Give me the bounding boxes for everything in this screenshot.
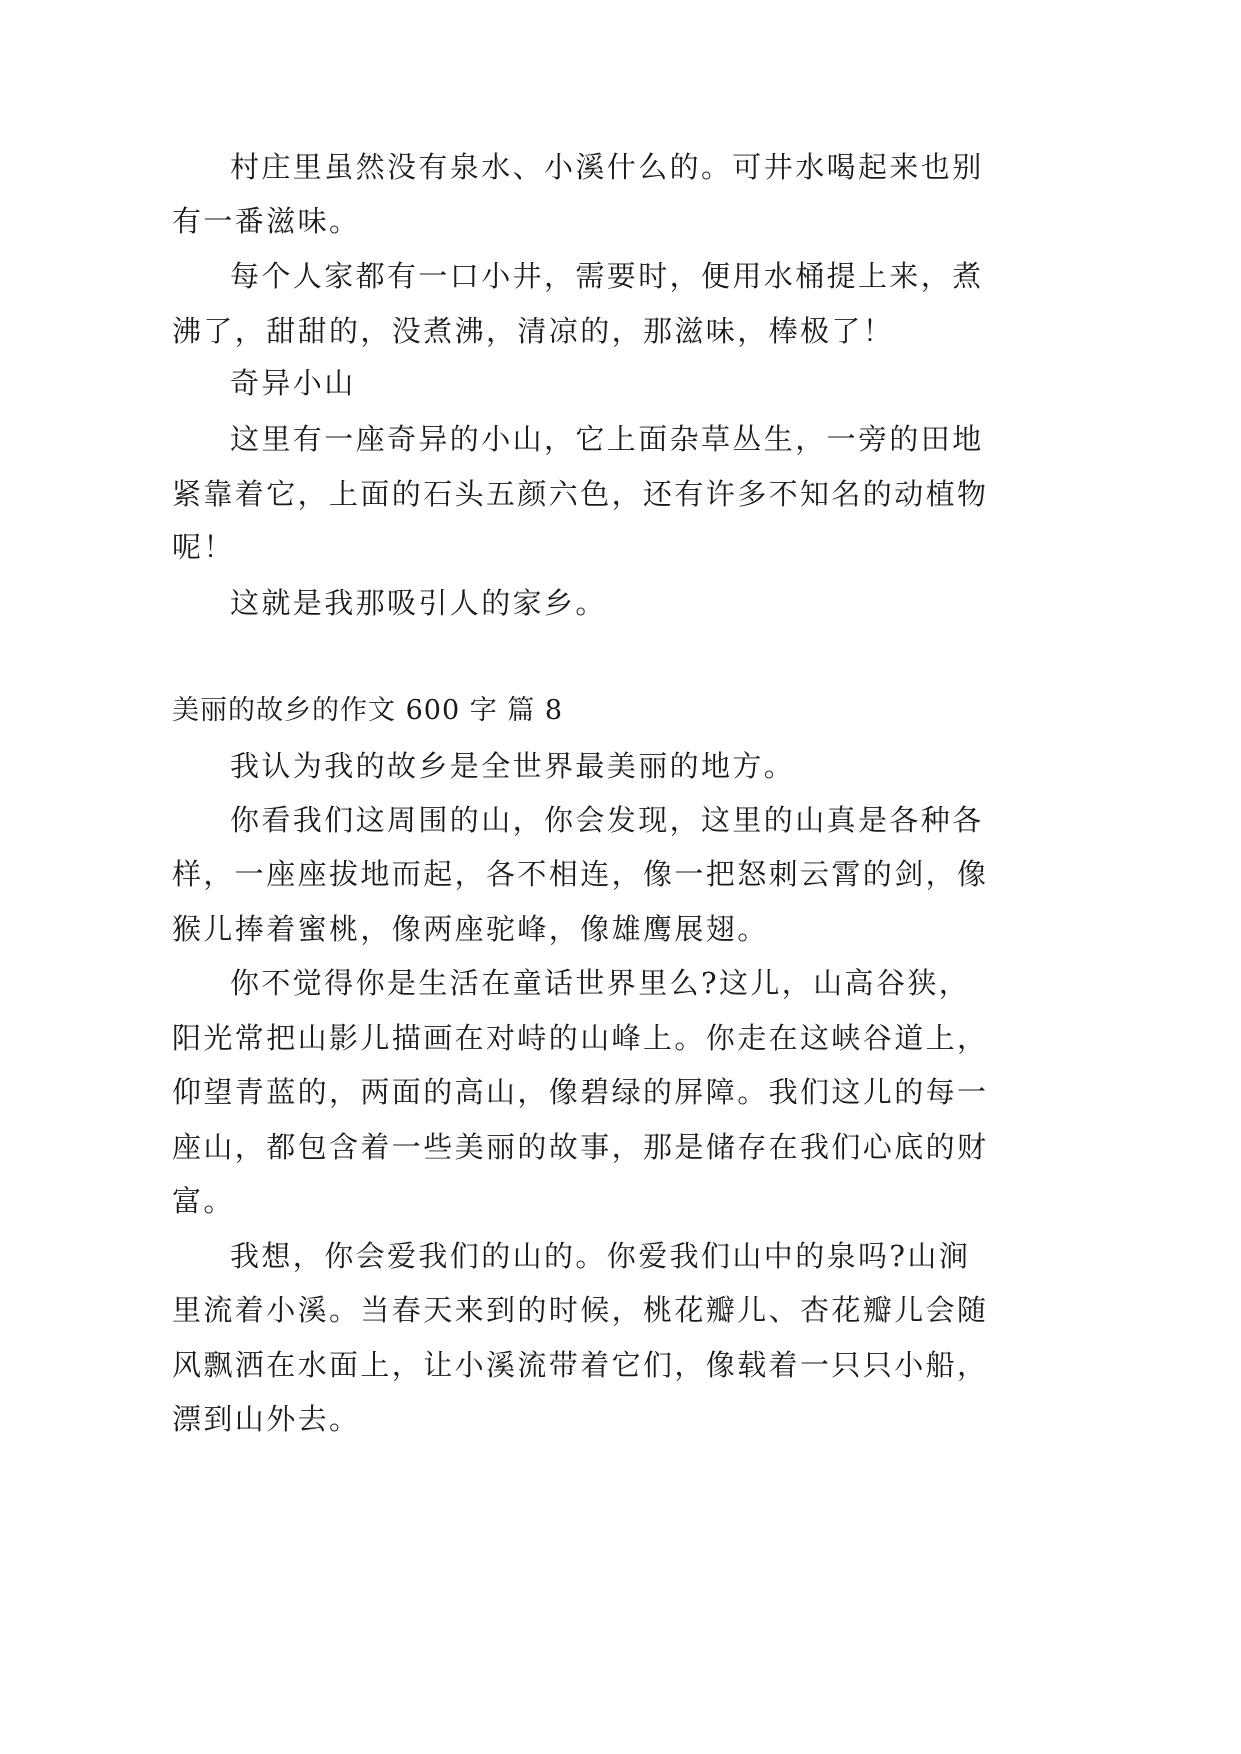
paragraph-line: 紧靠着它，上面的石头五颜六色，还有许多不知名的动植物 <box>172 477 989 511</box>
paragraph-line: 这里有一座奇异的小山，它上面杂草丛生，一旁的田地 <box>230 422 984 456</box>
paragraph-line: 沸了，甜甜的，没煮沸，清凉的，那滋味，棒极了！ <box>172 314 895 348</box>
paragraph-line: 猴儿捧着蜜桃，像两座驼峰，像雄鹰展翅。 <box>172 912 769 946</box>
paragraph-line: 里流着小溪。当春天来到的时候，桃花瓣儿、杏花瓣儿会随 <box>172 1293 989 1327</box>
paragraph-line: 风飘洒在水面上，让小溪流带着它们，像载着一只只小船， <box>172 1348 989 1382</box>
paragraph-line: 你不觉得你是生活在童话世界里么?这儿，山高谷狭， <box>230 966 971 1000</box>
paragraph-line: 你看我们这周围的山，你会发现，这里的山真是各种各 <box>230 803 984 837</box>
paragraph-line: 村庄里虽然没有泉水、小溪什么的。可井水喝起来也别 <box>230 150 984 184</box>
paragraph-line: 呢！ <box>172 530 235 564</box>
paragraph-line: 我认为我的故乡是全世界最美丽的地方。 <box>230 749 796 783</box>
paragraph-line: 漂到山外去。 <box>172 1402 361 1436</box>
section-subtitle: 奇异小山 <box>230 366 356 400</box>
section-heading: 美丽的故乡的作文 600 字 篇 8 <box>172 695 564 726</box>
paragraph-line: 我想，你会爱我们的山的。你爱我们山中的泉吗?山涧 <box>230 1239 971 1273</box>
paragraph-line: 样，一座座拔地而起，各不相连，像一把怒刺云霄的剑，像 <box>172 857 989 891</box>
paragraph-line: 座山，都包含着一些美丽的故事，那是储存在我们心底的财 <box>172 1130 989 1164</box>
paragraph-line: 阳光常把山影儿描画在对峙的山峰上。你走在这峡谷道上， <box>172 1021 989 1055</box>
paragraph-line: 这就是我那吸引人的家乡。 <box>230 586 607 620</box>
paragraph-line: 每个人家都有一口小井，需要时，便用水桶提上来，煮 <box>230 259 984 293</box>
paragraph-line: 有一番滋味。 <box>172 204 361 238</box>
paragraph-line: 富。 <box>172 1184 235 1218</box>
paragraph-line: 仰望青蓝的，两面的高山，像碧绿的屏障。我们这儿的每一 <box>172 1075 989 1109</box>
